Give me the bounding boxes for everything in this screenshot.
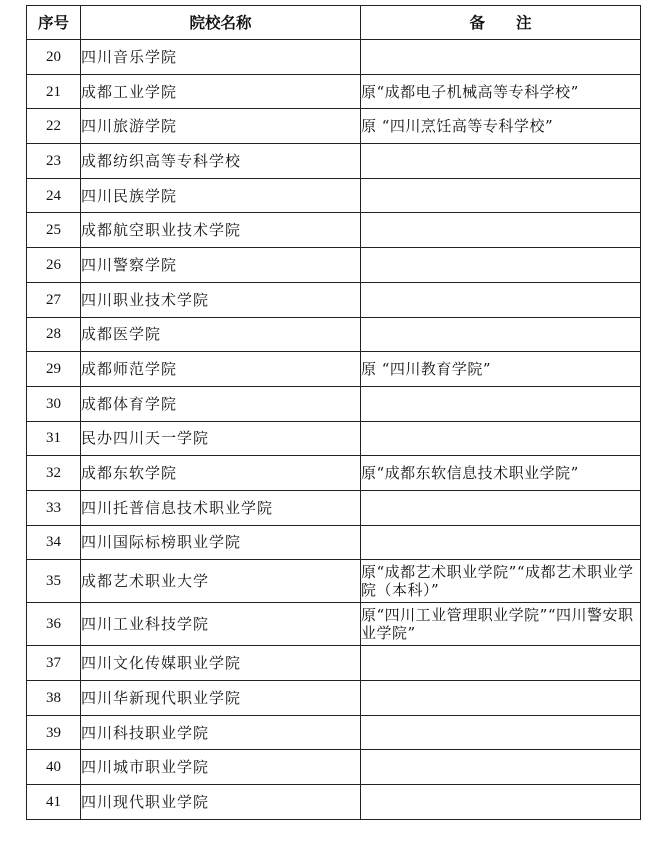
remark [361,40,641,75]
remark [361,525,641,560]
table-row [27,352,641,387]
remark: 原 “四川烹饪高等专科学校” [361,109,641,144]
remark: 原“成都东软信息技术职业学院” [361,456,641,491]
table-header [27,6,641,40]
college-name: 四川职业技术学院 [81,282,361,317]
table-row [27,603,641,646]
row-number: 20 [27,40,81,75]
remark [361,715,641,750]
college-name: 成都东软学院 [81,456,361,491]
header-remarks: 备 注 [361,6,641,40]
remark [361,681,641,716]
header-serial-number: 序号 [27,6,81,40]
row-number: 26 [27,248,81,283]
header-college-name: 院校名称 [81,6,361,40]
college-name: 成都工业学院 [81,74,361,109]
remark [361,421,641,456]
row-number: 21 [27,74,81,109]
row-number: 31 [27,421,81,456]
row-number: 23 [27,144,81,179]
table-row [27,456,641,491]
college-name: 四川工业科技学院 [81,603,361,646]
remark [361,750,641,785]
remark [361,248,641,283]
remark: 原“成都艺术职业学院”“成都艺术职业学院（本科）” [361,560,641,603]
row-number: 32 [27,456,81,491]
table-row [27,785,641,820]
college-name: 成都纺织高等专科学校 [81,144,361,179]
remark [361,785,641,820]
remark [361,646,641,681]
table-row [27,525,641,560]
header-row [27,6,641,40]
row-number: 34 [27,525,81,560]
table-row [27,715,641,750]
remark [361,490,641,525]
table-row [27,248,641,283]
row-number: 37 [27,646,81,681]
college-name: 四川音乐学院 [81,40,361,75]
college-name: 四川文化传媒职业学院 [81,646,361,681]
row-number: 38 [27,681,81,716]
remark: 原 “四川教育学院” [361,352,641,387]
college-name: 四川旅游学院 [81,109,361,144]
remark: 原“四川工业管理职业学院”“四川警安职业学院” [361,603,641,646]
row-number: 25 [27,213,81,248]
table-row [27,646,641,681]
college-name: 成都师范学院 [81,352,361,387]
row-number: 35 [27,560,81,603]
remark [361,317,641,352]
table-row [27,681,641,716]
remark [361,144,641,179]
college-name: 成都医学院 [81,317,361,352]
remark: 原“成都电子机械高等专科学校” [361,74,641,109]
college-name: 四川科技职业学院 [81,715,361,750]
table-row [27,178,641,213]
row-number: 30 [27,386,81,421]
row-number: 24 [27,178,81,213]
college-name: 四川托普信息技术职业学院 [81,490,361,525]
row-number: 28 [27,317,81,352]
college-name: 四川警察学院 [81,248,361,283]
college-name: 成都航空职业技术学院 [81,213,361,248]
row-number: 27 [27,282,81,317]
table-body [27,40,641,820]
table-row [27,74,641,109]
remark [361,386,641,421]
row-number: 33 [27,490,81,525]
table-row [27,213,641,248]
college-name: 成都体育学院 [81,386,361,421]
college-name: 民办四川天一学院 [81,421,361,456]
table-row [27,144,641,179]
row-number: 41 [27,785,81,820]
table-row [27,490,641,525]
college-name: 成都艺术职业大学 [81,560,361,603]
table-row [27,386,641,421]
row-number: 39 [27,715,81,750]
remark [361,178,641,213]
table-row [27,421,641,456]
table-row [27,282,641,317]
table-row [27,109,641,144]
college-name: 四川城市职业学院 [81,750,361,785]
remark [361,213,641,248]
remark [361,282,641,317]
table-row [27,317,641,352]
row-number: 22 [27,109,81,144]
table-row [27,560,641,603]
college-list-table [26,5,641,820]
college-name: 四川国际标榜职业学院 [81,525,361,560]
college-name: 四川华新现代职业学院 [81,681,361,716]
table-row [27,750,641,785]
college-name: 四川现代职业学院 [81,785,361,820]
row-number: 40 [27,750,81,785]
table-row [27,40,641,75]
row-number: 29 [27,352,81,387]
college-name: 四川民族学院 [81,178,361,213]
row-number: 36 [27,603,81,646]
